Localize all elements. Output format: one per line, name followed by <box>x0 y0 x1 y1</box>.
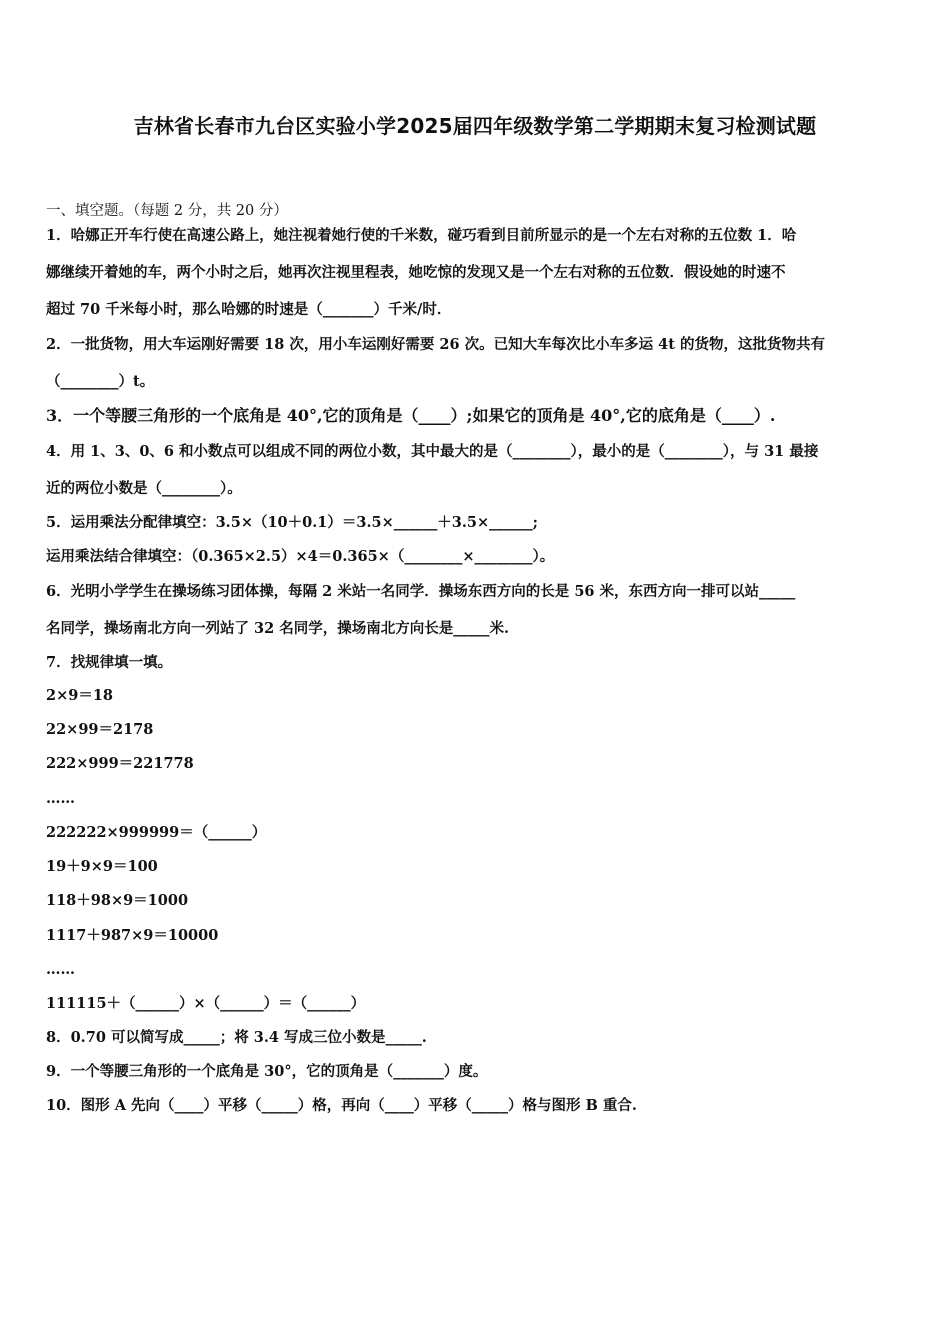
question-7-row: 222222×999999＝（______） <box>46 824 267 841</box>
question-5-line-2: 运用乘法结合律填空：（0.365×2.5）×4＝0.365×（________×________）。 <box>46 548 555 565</box>
question-7-ellipsis: …… <box>46 790 75 807</box>
question-7-row: 2×9＝18 <box>46 687 114 704</box>
question-5-line-1: 5．运用乘法分配律填空：3.5×（10＋0.1）＝3.5×______＋3.5×______; <box>46 514 538 531</box>
question-8: 8．0.70 可以简写成_____；将 3.4 写成三位小数是_____. <box>46 1029 427 1046</box>
question-1-line-3: 超过 70 千米每小时，那么哈娜的时速是（_______）千米/时． <box>46 301 452 318</box>
document-title: 吉林省长春市九台区实验小学2025届四年级数学第二学期期末复习检测试题 <box>133 114 817 138</box>
question-2-line-2: （________）t。 <box>46 373 155 390</box>
question-6-line-2: 名同学，操场南北方向一列站了 32 名同学，操场南北方向长是_____米. <box>46 620 510 637</box>
question-7-row: 22×99＝2178 <box>46 721 154 738</box>
question-7-row: 19＋9×9＝100 <box>46 858 158 875</box>
question-10: 10．图形 A 先向（____）平移（_____）格，再向（____）平移（_____）格与图形 B 重合. <box>46 1097 637 1114</box>
section-heading: 一、填空题。（每题 2 分，共 20 分） <box>46 203 288 219</box>
question-7-heading: 7．找规律填一填。 <box>46 654 173 671</box>
question-4-line-1: 4．用 1、3、0、6 和小数点可以组成不同的两位小数，其中最大的是（________），最小的是（________），与 31 最接 <box>46 443 819 460</box>
question-3: 3．一个等腰三角形的一个底角是 40°,它的顶角是（____）;如果它的顶角是 40°,它的底角是（____）. <box>46 406 776 425</box>
question-7-row: 111115＋（______）×（______）＝（______） <box>46 995 366 1012</box>
question-1-line-1: 1．哈娜正开车行使在高速公路上，她注视着她行使的千米数，碰巧看到目前所显示的是一个左右对称的五位数 1．哈 <box>46 227 797 244</box>
question-7-ellipsis: …… <box>46 961 75 978</box>
question-7-row: 222×999＝221778 <box>46 755 194 772</box>
question-6-line-1: 6．光明小学学生在操场练习团体操，每隔 2 米站一名同学．操场东西方向的长是 56 米，东西方向一排可以站_____ <box>46 583 796 600</box>
question-4-line-2: 近的两位小数是（________）。 <box>46 480 242 497</box>
question-7-row: 118＋98×9＝1000 <box>46 892 189 909</box>
question-7-row: 1117＋987×9＝10000 <box>46 927 219 944</box>
question-9: 9．一个等腰三角形的一个底角是 30°，它的顶角是（_______）度。 <box>46 1063 488 1080</box>
question-2-line-1: 2．一批货物，用大车运刚好需要 18 次，用小车运刚好需要 26 次。已知大车每次比小车多运 4t 的货物，这批货物共有 <box>46 336 826 353</box>
question-1-line-2: 娜继续开着她的车，两个小时之后，她再次注视里程表，她吃惊的发现又是一个左右对称的五位数．假设她的时速不 <box>46 264 786 281</box>
